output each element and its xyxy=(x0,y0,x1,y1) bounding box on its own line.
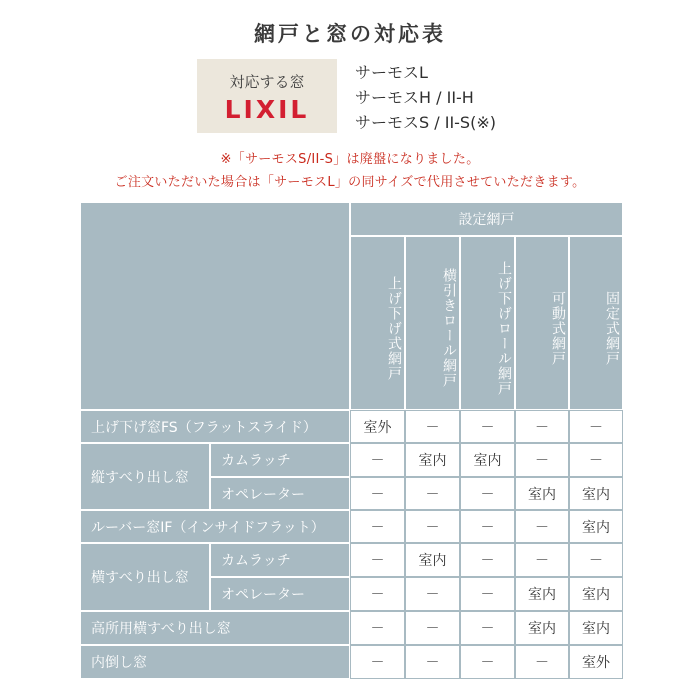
table-cell: 室内 xyxy=(569,577,623,611)
table-cell: 室外 xyxy=(350,410,405,443)
column-header: 横引きロール網戸 xyxy=(405,236,460,410)
table-cell: － xyxy=(515,410,569,443)
table-cell: － xyxy=(460,611,515,645)
table-cell: 室内 xyxy=(515,577,569,611)
table-cell: － xyxy=(405,410,460,443)
table-cell: － xyxy=(350,443,405,477)
table-cell: － xyxy=(350,510,405,543)
row-label: 上げ下げ窓FS（フラットスライド） xyxy=(80,410,350,443)
table-cell: 室内 xyxy=(569,477,623,510)
table-cell: － xyxy=(515,645,569,679)
table-cell: － xyxy=(569,543,623,577)
product-item: サーモスL xyxy=(355,63,428,82)
row-sub-label: カムラッチ xyxy=(210,543,350,577)
table-cell: － xyxy=(350,645,405,679)
table-cell: － xyxy=(460,577,515,611)
table-cell: － xyxy=(350,611,405,645)
lixil-logo: LIXIL xyxy=(224,95,310,124)
table-cell: － xyxy=(405,477,460,510)
table-cell: － xyxy=(405,611,460,645)
column-header: 上げ下げロール網戸 xyxy=(460,236,515,410)
discontinued-note: ※「サーモスS/II-S」は廃盤になりました。 xyxy=(220,152,480,167)
table-cell: － xyxy=(460,477,515,510)
badge-label: 対応する窓 xyxy=(229,73,305,91)
row-sub-label: カムラッチ xyxy=(210,443,350,477)
table-cell: － xyxy=(350,477,405,510)
table-cell: 室内 xyxy=(515,477,569,510)
row-group-label: 横すべり出し窓 xyxy=(80,543,210,611)
row-label: 内倒し窓 xyxy=(80,645,350,679)
row-sub-label: オペレーター xyxy=(210,477,350,510)
table-corner xyxy=(80,202,350,410)
table-cell: － xyxy=(460,645,515,679)
table-cell: 室内 xyxy=(405,543,460,577)
product-item: サーモスS / II-S(※) xyxy=(355,113,496,132)
page-title: 網戸と窓の対応表 xyxy=(254,22,446,46)
table-cell: － xyxy=(569,410,623,443)
table-cell: － xyxy=(515,443,569,477)
table-cell: － xyxy=(405,577,460,611)
table-cell: － xyxy=(405,510,460,543)
column-header: 上げ下げ式網戸 xyxy=(350,236,405,410)
table-cell: － xyxy=(460,510,515,543)
table-cell: 室内 xyxy=(405,443,460,477)
table-cell: － xyxy=(350,543,405,577)
screen-group-header: 設定網戸 xyxy=(350,202,623,236)
table-cell: － xyxy=(515,543,569,577)
row-sub-label: オペレーター xyxy=(210,577,350,611)
table-cell: 室外 xyxy=(569,645,623,679)
row-label: ルーバー窓IF（インサイドフラット） xyxy=(80,510,350,543)
table-cell: 室内 xyxy=(515,611,569,645)
column-header: 固定式網戸 xyxy=(569,236,623,410)
table-cell: － xyxy=(569,443,623,477)
table-cell: 室内 xyxy=(460,443,515,477)
table-cell: － xyxy=(405,645,460,679)
row-group-label: 縦すべり出し窓 xyxy=(80,443,210,510)
table-cell: － xyxy=(460,543,515,577)
column-header: 可動式網戸 xyxy=(515,236,569,410)
table-cell: － xyxy=(460,410,515,443)
table-cell: 室内 xyxy=(569,510,623,543)
table-cell: － xyxy=(515,510,569,543)
table-cell: － xyxy=(350,577,405,611)
row-label: 高所用横すべり出し窓 xyxy=(80,611,350,645)
table-cell: 室内 xyxy=(569,611,623,645)
substitution-note: ご注文いただいた場合は「サーモスL」の同サイズで代用させていただきます。 xyxy=(114,175,586,190)
product-item: サーモスH / II-H xyxy=(355,88,474,107)
